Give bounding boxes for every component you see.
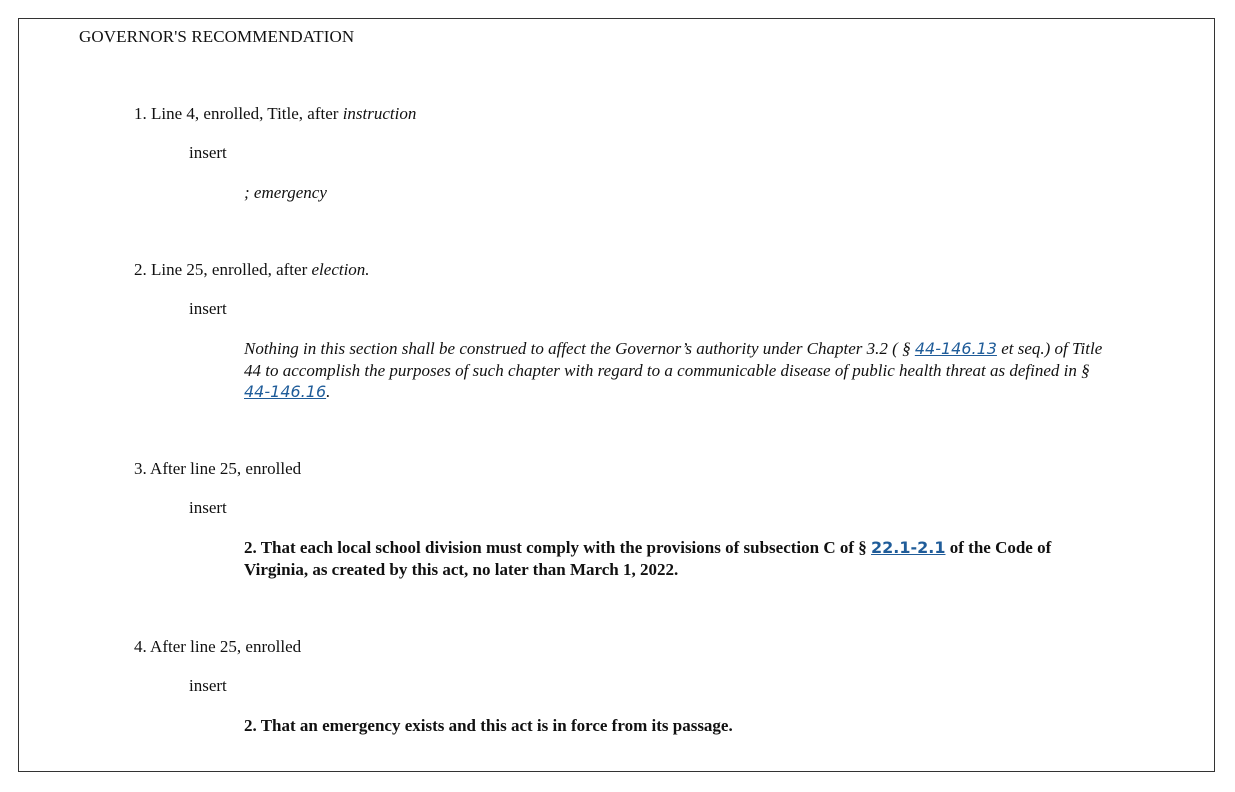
code-section-link-22-1-2-1[interactable]: 22.1-2.1 <box>871 538 946 557</box>
amendment-4-heading: 4. After line 25, enrolled <box>134 637 302 656</box>
amendment-2-heading-keyword: election. <box>311 260 370 279</box>
amendment-3-action: insert <box>189 498 227 517</box>
document-title: GOVERNOR'S RECOMMENDATION <box>79 27 355 46</box>
code-section-link-44-146-16[interactable]: 44-146.16 <box>244 382 327 401</box>
code-section-link-44-146-13[interactable]: 44-146.13 <box>914 339 997 358</box>
amendment-1-heading-text: 1. Line 4, enrolled, Title, after <box>134 104 343 123</box>
amendment-4-insert-text: 2. That an emergency exists and this act is in force from its passage. <box>244 716 733 735</box>
amendment-1-insert-text: ; emergency <box>244 183 327 202</box>
amendment-2-action: insert <box>189 299 227 318</box>
amendment-3-heading: 3. After line 25, enrolled <box>134 459 302 478</box>
amendment-1-heading-keyword: instruction <box>342 104 417 123</box>
amendment-4-action: insert <box>189 676 227 695</box>
amendment-1-action: insert <box>189 143 227 162</box>
amendment-1-heading <box>134 104 416 124</box>
amendment-2-heading-text: 2. Line 25, enrolled, after <box>134 260 312 279</box>
amendment-2-text-part1: Nothing in this section shall be construed to affect the Governor’s authority under Chapter 3.2 ( § <box>244 339 915 358</box>
amendment-2-text-part2: et seq.) of Title 44 to accomplish the purposes of such chapter with regard to a communicable disease of public health threat as defined in § <box>244 339 1103 380</box>
amendment-2-text-part3: . <box>326 382 331 401</box>
amendment-3-insert-text <box>244 537 1114 580</box>
amendment-3-text-part2: of the Code of Virginia, as created by this act, no later than March 1, 2022. <box>244 538 1052 579</box>
amendment-3-text-part1: 2. That each local school division must comply with the provisions of subsection C of § <box>244 538 872 557</box>
amendment-2-insert-text <box>244 338 1114 403</box>
amendment-2-heading <box>134 260 370 280</box>
